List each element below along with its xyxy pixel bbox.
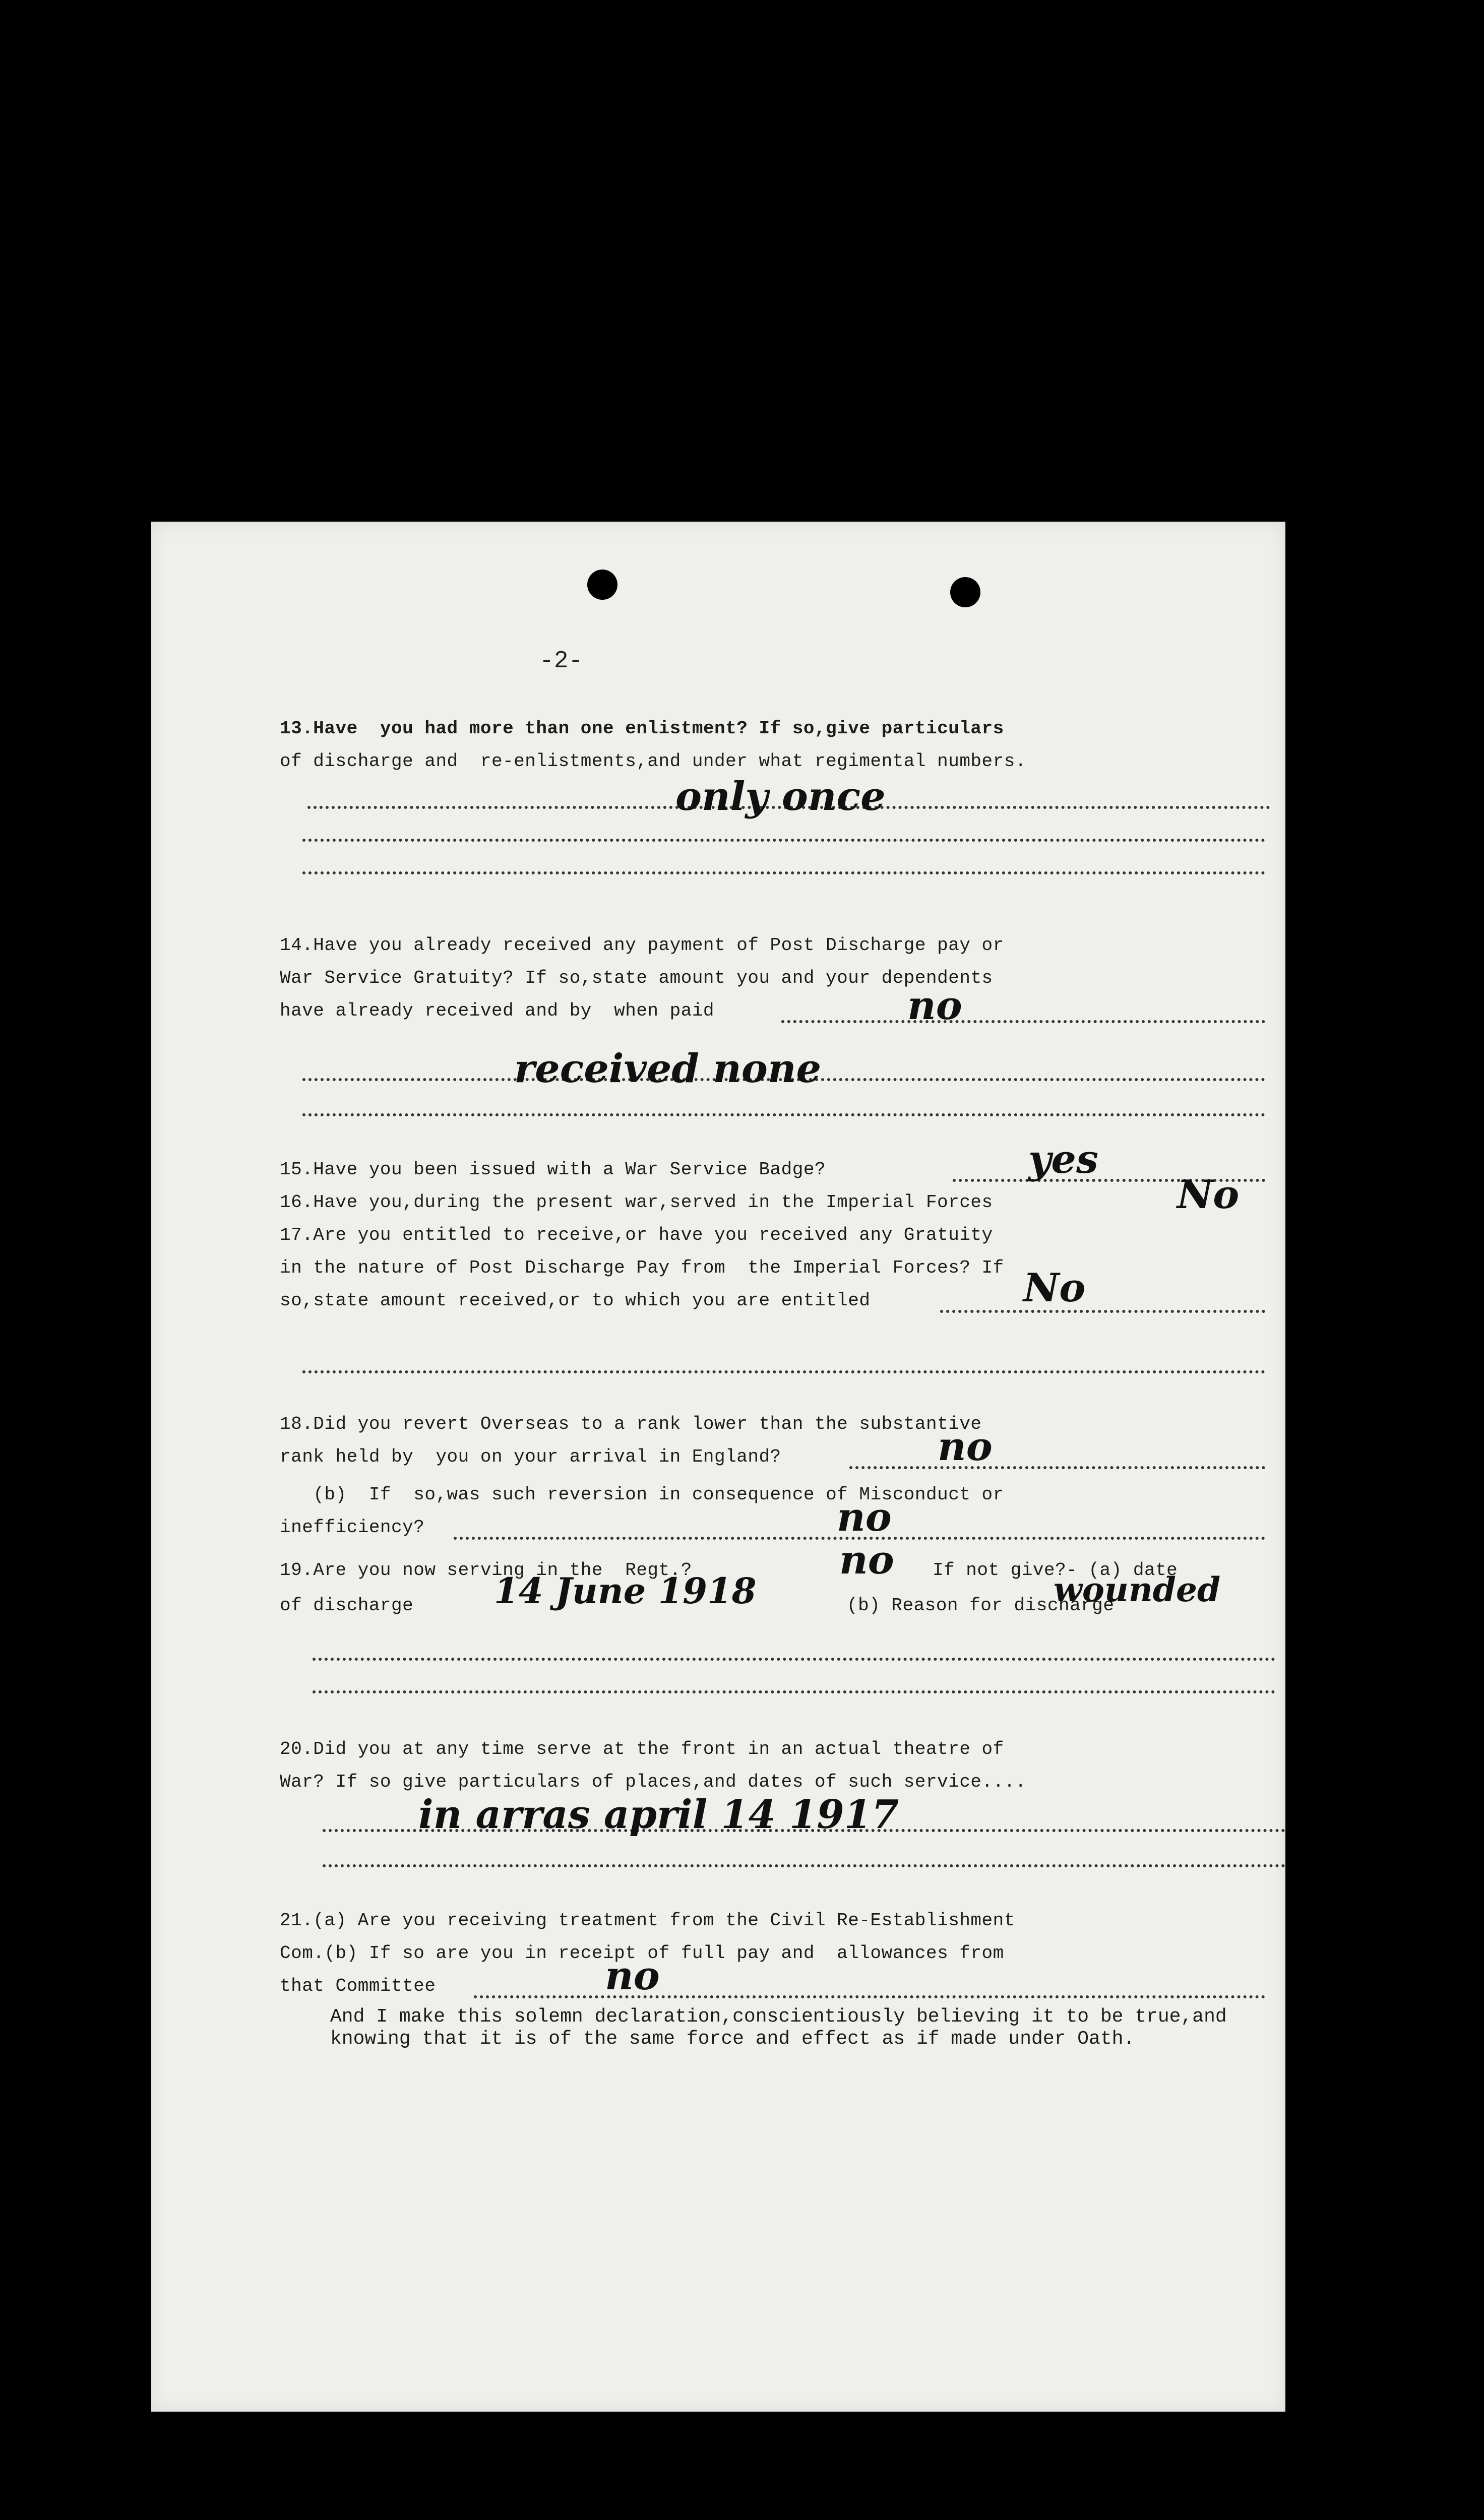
answer-line: [474, 1993, 1265, 1998]
answer-16: No: [1177, 1172, 1240, 1218]
answer-19-date: 14 June 1918: [494, 1570, 757, 1612]
question-16: 16.Have you,during the present war,served in the Imperial Forces: [280, 1192, 993, 1213]
question-19-line-1: 19.Are you now serving in the Regt.?: [280, 1560, 692, 1581]
question-20-line-1: 20.Did you at any time serve at the front in an actual theatre of: [280, 1739, 1004, 1759]
document-page: [151, 522, 1285, 2412]
question-18-line-1: 18.Did you revert Overseas to a rank lower than the substantive: [280, 1414, 982, 1434]
question-17-line-2: in the nature of Post Discharge Pay from the Imperial Forces? If: [280, 1257, 1004, 1278]
answer-20: in arras april 14 1917: [418, 1792, 899, 1838]
question-21-line-1: 21.(a) Are you receiving treatment from the Civil Re-Establishment: [280, 1910, 1015, 1931]
question-19-line-2: of discharge: [280, 1595, 414, 1616]
answer-line: [940, 1308, 1265, 1313]
answer-17: No: [1023, 1265, 1086, 1311]
answer-line: [323, 1862, 1285, 1867]
question-18-line-2: rank held by you on your arrival in England?: [280, 1446, 781, 1467]
punch-hole: [587, 570, 617, 600]
question-20-line-2: War? If so give particulars of places,and dates of such service....: [280, 1772, 1026, 1792]
declaration: And I make this solemn declaration,conscientiously believing it to be true,and knowing that it is of the same force and effect as if made under Oath.: [330, 2006, 1227, 2050]
answer-19: no: [839, 1537, 894, 1583]
question-19-line-2b: (b) Reason for discharge: [847, 1595, 1115, 1616]
question-14-line-1: 14.Have you already received any payment of Post Discharge pay or: [280, 935, 1004, 956]
page-number: -2-: [539, 648, 583, 675]
answer-line: [302, 1111, 1265, 1116]
question-18-line-3: (b) If so,was such reversion in consequence of Misconduct or: [280, 1484, 1004, 1505]
question-21-line-3: that Committee: [280, 1976, 436, 1996]
question-17-line-3: so,state amount received,or to which you are entitled: [280, 1290, 871, 1311]
answer-line: [302, 837, 1265, 842]
answer-line: [302, 1368, 1265, 1373]
question-21-line-2: Com.(b) If so are you in receipt of full pay and allowances from: [280, 1943, 1004, 1964]
answer-18b: no: [837, 1494, 892, 1540]
answer-14-received: received none: [514, 1046, 822, 1092]
question-18-line-4: inefficiency?: [280, 1517, 425, 1538]
question-13-line-2: of discharge and re-enlistments,and under what regimental numbers.: [280, 751, 1026, 772]
answer-line: [313, 1656, 1275, 1661]
question-19-line-1b: If not give?- (a) date: [933, 1560, 1178, 1581]
answer-line: [849, 1464, 1265, 1469]
question-14-line-3: have already received and by when paid: [280, 1000, 715, 1021]
answer-line: [781, 1018, 1265, 1023]
question-15: 15.Have you been issued with a War Service Badge?: [280, 1159, 826, 1180]
answer-13: only once: [675, 774, 886, 820]
answer-19-reason: wounded: [1054, 1570, 1221, 1609]
answer-15: yes: [1028, 1137, 1098, 1182]
answer-21: no: [605, 1953, 660, 1999]
question-14-line-2: War Service Gratuity? If so,state amount you and your dependents: [280, 968, 993, 988]
question-17-line-1: 17.Are you entitled to receive,or have you received any Gratuity: [280, 1225, 993, 1245]
answer-14-paid: no: [907, 983, 962, 1029]
punch-hole: [950, 577, 980, 607]
question-13-line-1: 13.Have you had more than one enlistment? If so,give particulars: [280, 718, 1004, 739]
answer-line: [302, 869, 1265, 874]
answer-18: no: [938, 1424, 993, 1470]
answer-line: [313, 1688, 1275, 1693]
